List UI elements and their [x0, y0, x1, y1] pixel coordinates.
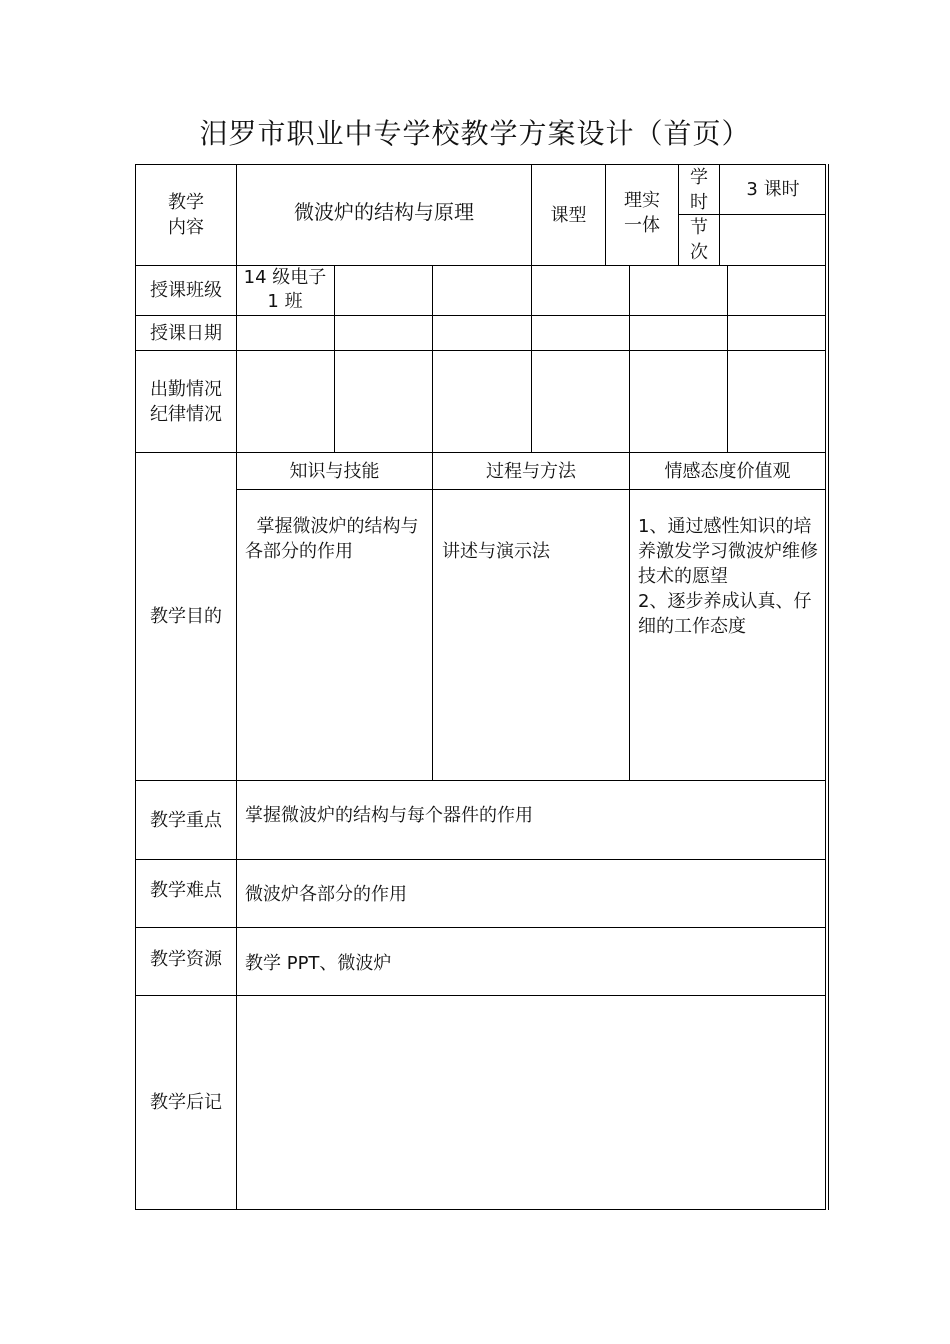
- date-cell: [728, 316, 825, 350]
- class-label: 授课班级: [150, 280, 222, 301]
- date-cell: [433, 316, 531, 350]
- difficulties-value: 微波炉各部分的作用: [245, 884, 407, 905]
- hours-value: 3 课时: [746, 179, 800, 200]
- attendance-cell: [335, 351, 432, 452]
- objectives-attitude-text: 1、通过感性知识的培养激发学习微波炉维修技术的愿望 2、逐步养成认真、仔细的工作态度: [638, 516, 818, 637]
- key-points-label: 教学重点: [150, 809, 222, 831]
- postscript-label: 教学后记: [150, 1092, 222, 1113]
- objectives-header-knowledge: 知识与技能: [289, 460, 380, 482]
- attendance-label: 出勤情况 纪律情况: [150, 378, 222, 425]
- resources-value: 教学 PPT、微波炉: [245, 953, 392, 974]
- date-cell: [237, 316, 334, 350]
- attendance-cell: [433, 351, 531, 452]
- section-value: [720, 215, 826, 265]
- objectives-knowledge-text: 掌握微波炉的结构与各部分的作用: [245, 516, 419, 562]
- date-cell: [630, 316, 727, 350]
- page-title: 汨罗市职业中专学校教学方案设计（首页）: [199, 117, 751, 150]
- type-label: 课型: [550, 204, 587, 226]
- class-cell: [728, 266, 825, 315]
- objectives-header-process: 过程与方法: [486, 460, 576, 482]
- type-value: 理实 一体: [624, 190, 660, 236]
- lesson-plan-table: [135, 164, 826, 1210]
- resources-label: 教学资源: [150, 948, 222, 970]
- class-cell: [630, 266, 727, 315]
- attendance-cell: [728, 351, 825, 452]
- class-cell: [532, 266, 629, 315]
- date-cell: [532, 316, 629, 350]
- objectives-label: 教学目的: [150, 606, 222, 627]
- content-value: 微波炉的结构与原理: [294, 199, 474, 224]
- attendance-cell: [237, 351, 334, 452]
- date-cell: [335, 316, 432, 350]
- objectives-header-attitude: 情感态度价值观: [664, 460, 791, 482]
- difficulties-label: 教学难点: [150, 879, 222, 901]
- hours-label: 学 时: [690, 166, 708, 213]
- content-label: 教学 内容: [168, 192, 204, 238]
- attendance-cell: [630, 351, 727, 452]
- attendance-cell: [532, 351, 629, 452]
- key-points-value: 掌握微波炉的结构与每个器件的作用: [245, 805, 533, 826]
- class-cell: 14 级电子 1 班: [243, 267, 327, 312]
- date-label: 授课日期: [150, 322, 222, 344]
- class-cell: [335, 266, 432, 315]
- section-label: 节 次: [690, 217, 708, 263]
- objectives-process-text: 讲述与演示法: [442, 541, 550, 562]
- class-cell: [433, 266, 531, 315]
